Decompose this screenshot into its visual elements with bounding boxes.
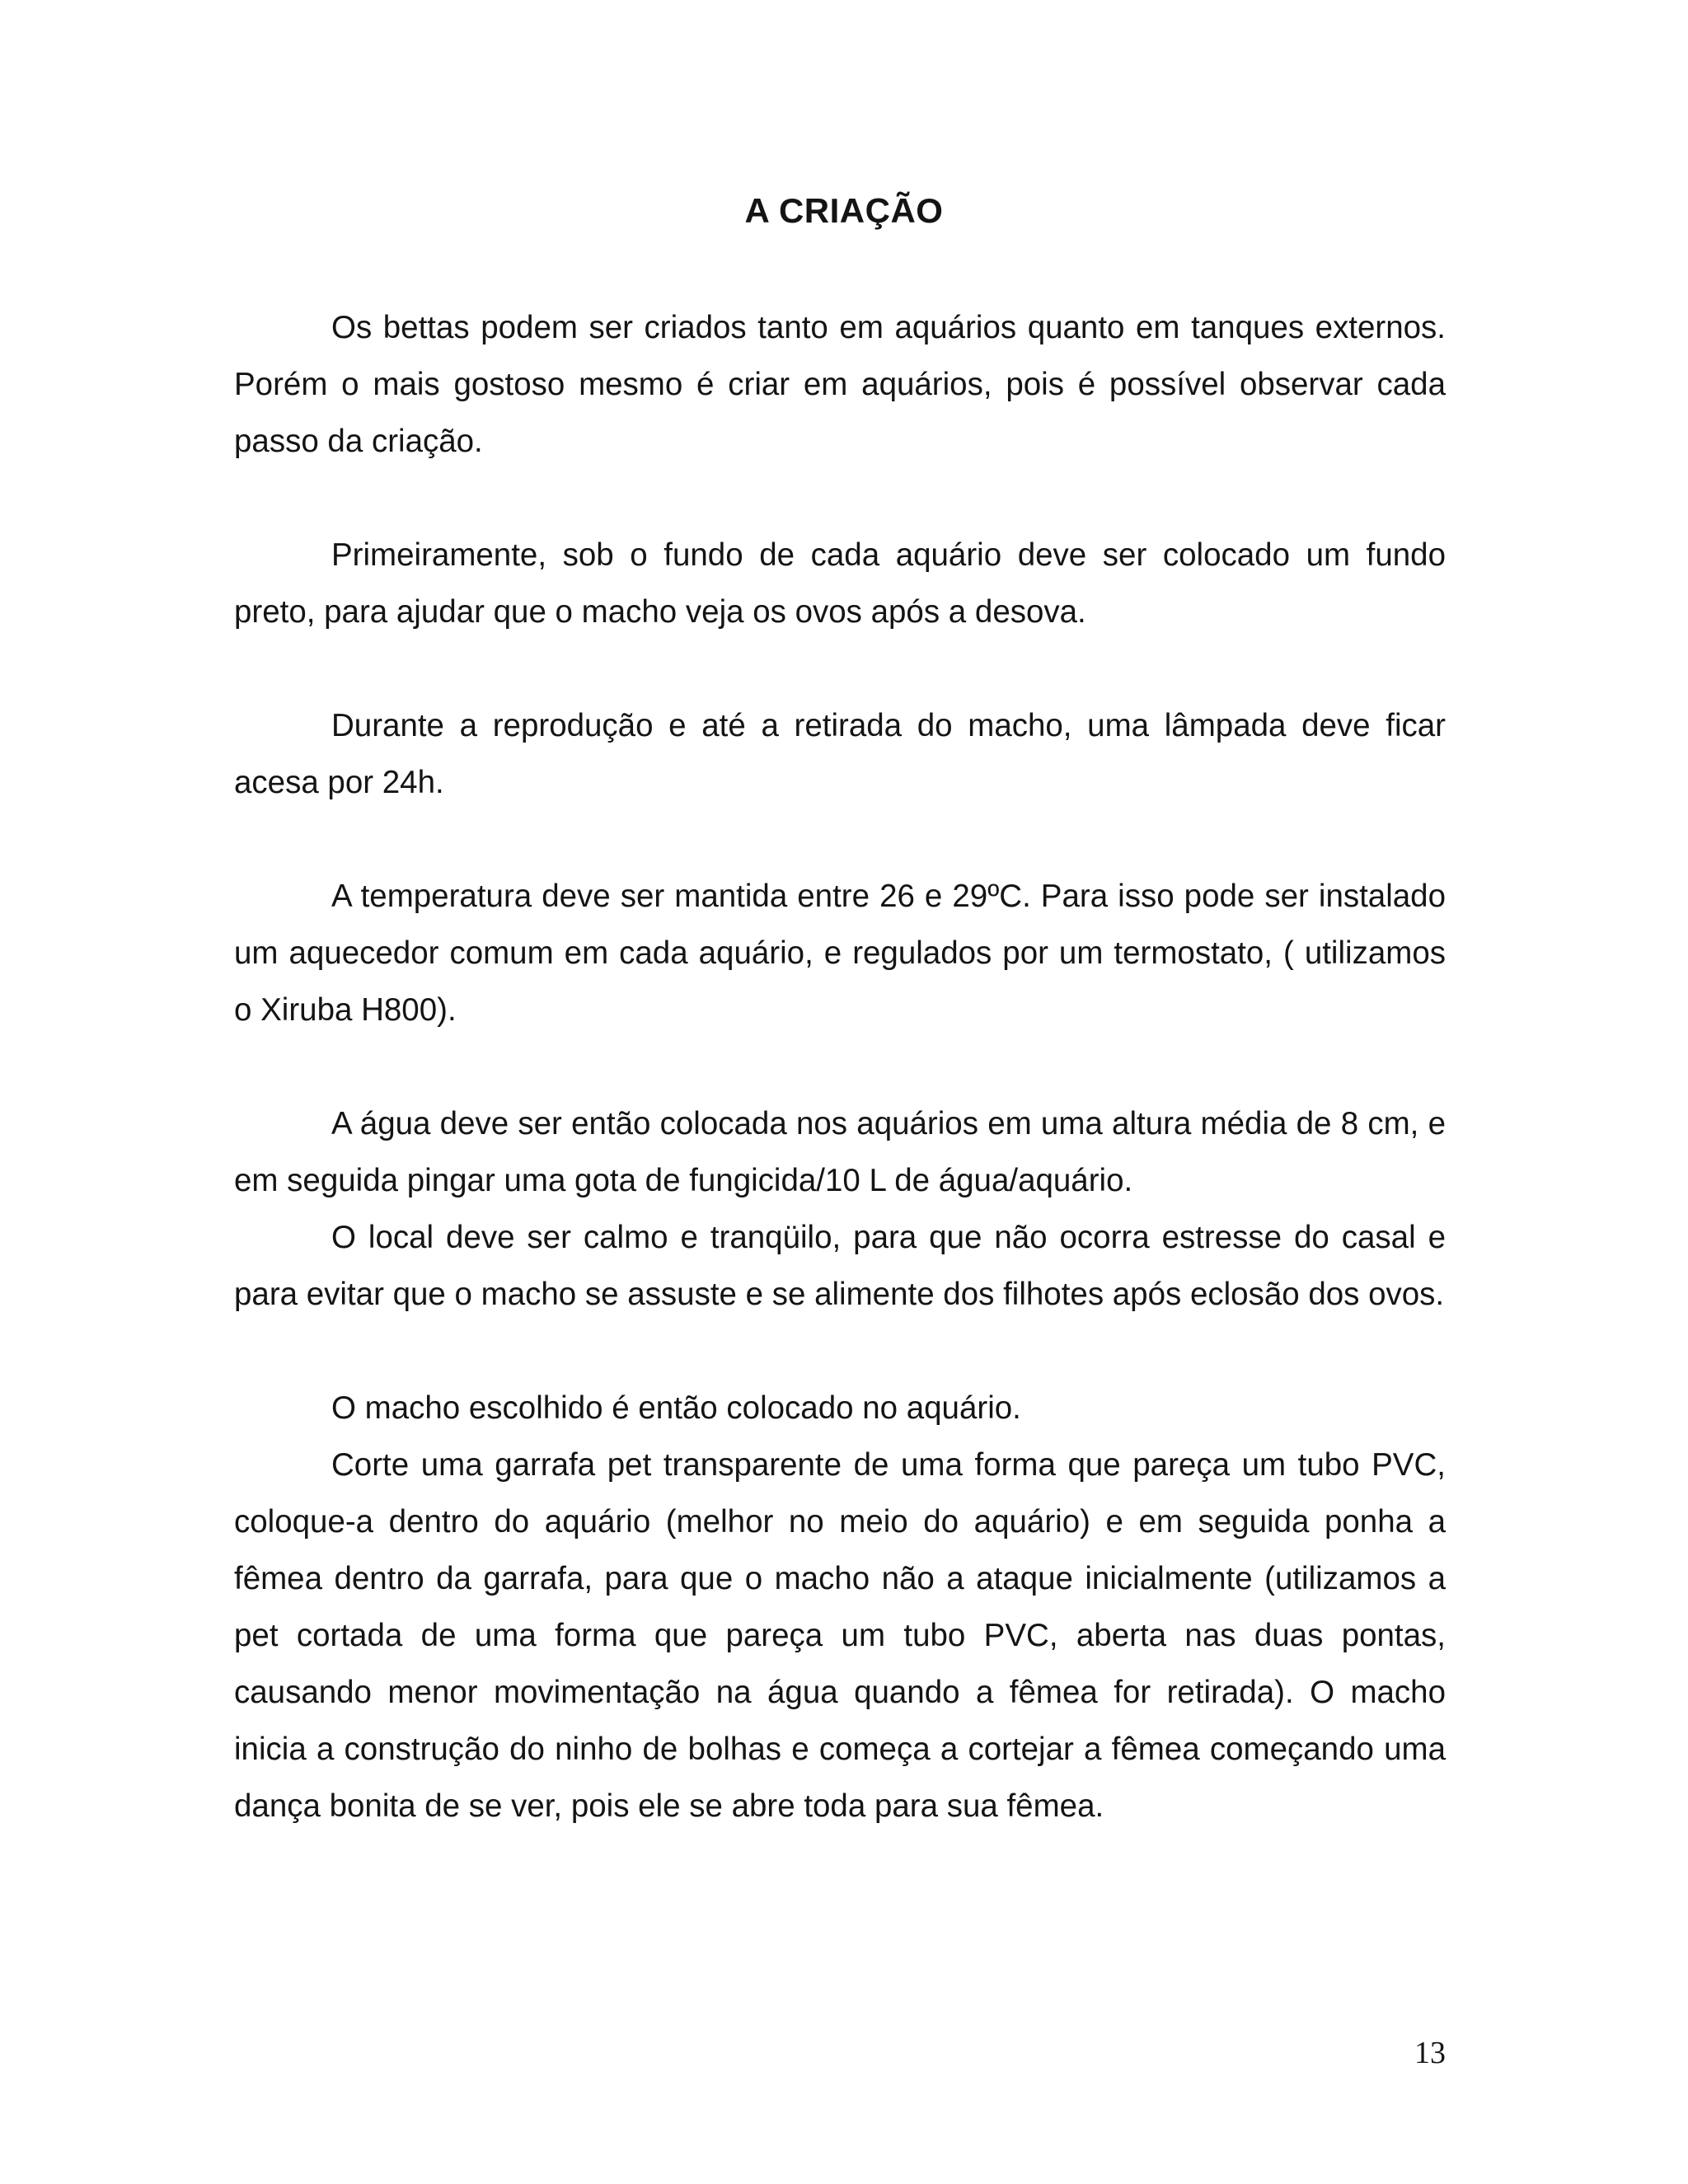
page-number: 13 (1414, 2036, 1446, 2070)
paragraph-5: A água deve ser então colocada nos aquários em uma altura média de 8 cm, e em seguida pingar uma gota de fungicida/10 L de água/aquário. (234, 1106, 1446, 1198)
paragraph-4: A temperatura deve ser mantida entre 26 e 29ºC. Para isso pode ser instalado um aquecedor comum em cada aquário, e regulados por um termostato, ( utilizamos o Xiruba H800). (234, 879, 1446, 1028)
paragraph-7: O macho escolhido é então colocado no aquário. (331, 1390, 1021, 1426)
page-title: A CRIAÇÃO (744, 191, 944, 230)
paragraph-2: Primeiramente, sob o fundo de cada aquário deve ser colocado um fundo preto, para ajudar que o macho veja os ovos após a desova. (234, 537, 1446, 630)
paragraph-3: Durante a reprodução e até a retirada do macho, uma lâmpada deve ficar acesa por 24h. (234, 708, 1446, 800)
paragraph-1: Os bettas podem ser criados tanto em aquários quanto em tanques externos. Porém o mais gostoso mesmo é criar em aquários, pois é possível observar cada passo da criação. (234, 310, 1446, 459)
body-text (234, 299, 1446, 1835)
paragraph-8: Corte uma garrafa pet transparente de uma forma que pareça um tubo PVC, coloque-a dentro do aquário (melhor no meio do aquário) e em seguida ponha a fêmea dentro da garrafa, para que o macho não a ataque inicialmente (utilizamos a pet cortada de uma forma que pareça um tubo PVC, aberta nas duas pontas, causando menor movimentação na água quando a fêmea for retirada). O macho inicia a construção do ninho de bolhas e começa a cortejar a fêmea começando uma dança bonita de se ver, pois ele se abre toda para sua fêmea. (234, 1447, 1446, 1824)
paragraph-6: O local deve ser calmo e tranqüilo, para que não ocorra estresse do casal e para evitar que o macho se assuste e se alimente dos filhotes após eclosão dos ovos. (234, 1220, 1446, 1312)
